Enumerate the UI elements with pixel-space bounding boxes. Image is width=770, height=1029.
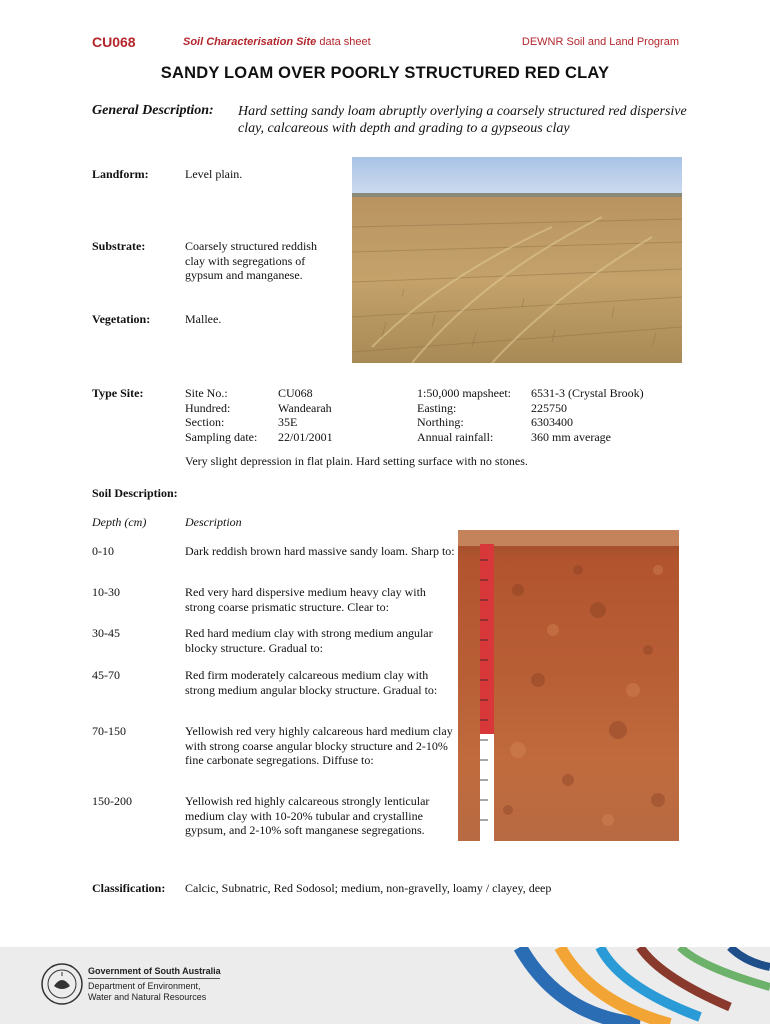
horizon-description: Dark reddish brown hard massive sandy loam. Sharp to: (185, 544, 455, 558)
type-site-key: Annual rainfall: (417, 429, 494, 444)
type-site-key: 1:50,000 mapsheet: (417, 386, 511, 400)
horizon-description: Yellowish red highly calcareous strongly lenticular medium clay with 10-20% tubular and crystalline gypsum, and 2-10% soft manganese segregations. (185, 794, 430, 837)
horizon-description: Red hard medium clay with strong medium angular blocky structure. Gradual to: (185, 626, 433, 655)
type-site-value: 22/01/2001 (278, 429, 333, 444)
description-column-header: Description (185, 515, 242, 529)
type-site-key: Sampling date: (185, 429, 258, 444)
vegetation-value: Mallee. (185, 312, 222, 326)
program-name: DEWNR Soil and Land Program (521, 36, 679, 48)
type-site-right-values (531, 386, 644, 444)
landscape-photo (352, 157, 682, 363)
vegetation-label: Vegetation: (92, 312, 151, 326)
government-crest-icon (40, 962, 84, 1006)
type-site-key: Easting: (417, 400, 457, 415)
type-site-left-keys (185, 386, 257, 444)
horizon-description: Red very hard dispersive medium heavy clay with strong coarse prismatic structure. Clear to: (185, 585, 426, 614)
horizon-depth: 10-30 (92, 585, 120, 599)
landform-value: Level plain. (185, 167, 243, 181)
horizon-depth: 30-45 (92, 626, 120, 640)
header-subtitle (183, 36, 371, 48)
horizon-depth: 45-70 (92, 668, 120, 682)
footer-decoration (500, 947, 770, 1024)
classification-label: Classification: (92, 881, 166, 895)
type-site-note: Very slight depression in flat plain. Hard setting surface with no stones. (185, 454, 528, 468)
depth-column-header: Depth (cm) (92, 515, 147, 529)
type-site-right-keys (417, 386, 511, 444)
general-description-text: Hard setting sandy loam abruptly overlying a coarsely structured red dispersive clay, calcareous with depth and grading to a gypseous clay (238, 104, 687, 136)
page-title: SANDY LOAM OVER POORLY STRUCTURED RED CLAY (160, 64, 610, 82)
type-site-key: Northing: (417, 415, 464, 429)
landform-label: Landform: (92, 167, 149, 181)
government-name: Government of South Australia (88, 966, 221, 976)
type-site-value: 225750 (531, 400, 567, 415)
site-label: Soil Characterisation Site (183, 36, 317, 48)
sheet-label: data sheet (319, 36, 371, 48)
site-code: CU068 (92, 34, 136, 50)
department-line: Department of Environment, (88, 981, 201, 991)
type-site-key: Hundred: (185, 400, 231, 415)
type-site-left-values (278, 386, 333, 444)
horizon-depth: 150-200 (92, 794, 132, 808)
type-site-key: Section: (185, 415, 225, 429)
soil-profile-photo (458, 530, 679, 841)
type-site-value: Wandearah (278, 400, 332, 415)
horizon-depth: 0-10 (92, 544, 114, 558)
type-site-value: 6303400 (531, 415, 573, 429)
horizon-description: Yellowish red very highly calcareous hard medium clay with strong coarse angular blocky structure and 2-10% fine carbonate segregations. Diffuse to: (185, 724, 453, 767)
type-site-value: 360 mm average (531, 429, 611, 444)
department-line: Water and Natural Resources (88, 992, 207, 1002)
department-name (88, 981, 206, 1003)
substrate-label: Substrate: (92, 239, 146, 253)
type-site-key: Site No.: (185, 386, 228, 400)
footer-divider (88, 978, 220, 979)
type-site-value: 35E (278, 415, 298, 429)
horizon-description: Red firm moderately calcareous medium clay with strong medium angular blocky structure. Gradual to: (185, 668, 438, 697)
type-site-value: 6531-3 (Crystal Brook) (531, 386, 644, 400)
type-site-value: CU068 (278, 386, 313, 400)
type-site-label: Type Site: (92, 386, 144, 400)
classification-value: Calcic, Subnatric, Red Sodosol; medium, non-gravelly, loamy / clayey, deep (185, 881, 552, 895)
horizon-depth: 70-150 (92, 724, 126, 738)
soil-description-label: Soil Description: (92, 486, 178, 500)
general-description-label: General Description: (92, 103, 214, 118)
substrate-value: Coarsely structured reddish clay with segregations of gypsum and manganese. (185, 239, 317, 282)
